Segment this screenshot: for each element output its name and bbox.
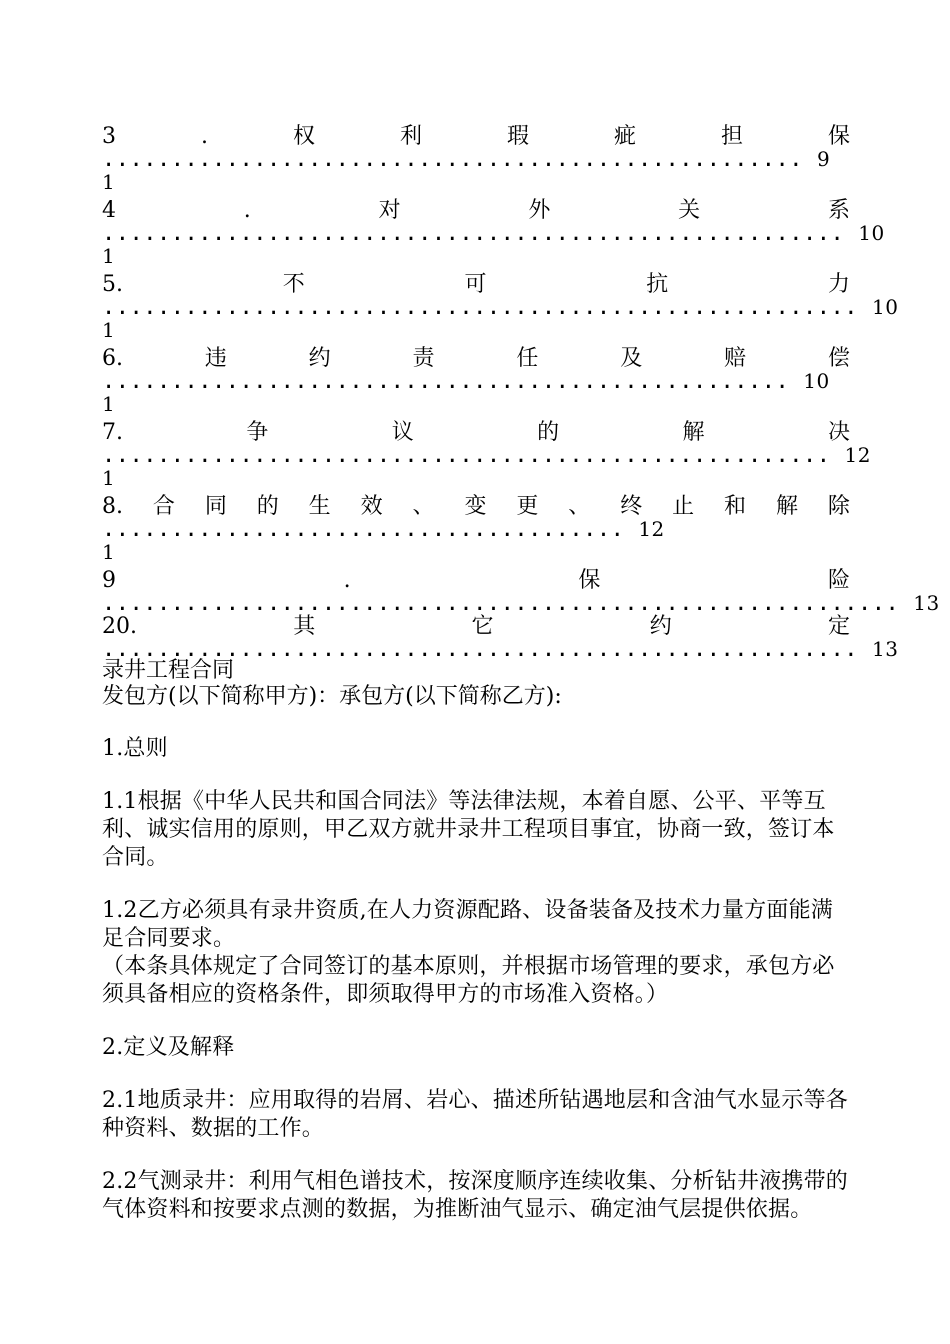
toc-entry-leader <box>102 295 899 320</box>
toc-page-number: 10 <box>871 295 899 319</box>
clause-1-1: 1.1根据《中华人民共和国合同法》等法律法规，本着自愿、公平、平等互利、诚实信用的原则，甲乙双方就井录井工程项目事宜，协商一致，签订本合同。 <box>102 789 835 870</box>
toc-title-char: 同 <box>204 494 227 519</box>
toc-title-char: 9 <box>102 568 116 593</box>
document-title: 录井工程合同 <box>102 658 235 683</box>
toc-title-char: 生 <box>308 494 331 519</box>
toc-title-char: 解 <box>775 494 798 519</box>
toc-dot-leader: ....................................................... <box>102 295 858 320</box>
toc-title-char: 4 <box>102 198 116 223</box>
toc-title-char: . <box>343 568 351 593</box>
toc-number-prefix: 1 <box>102 466 115 490</box>
toc-title-char: 保 <box>827 124 850 149</box>
toc-title-char: 、 <box>568 494 591 519</box>
toc-title-char: 争 <box>246 420 269 445</box>
toc-entry-leader <box>102 147 850 172</box>
toc-title-char: 偿 <box>827 346 850 371</box>
toc-title-char: 对 <box>378 198 401 223</box>
toc-dot-leader: ...................................... <box>102 517 625 542</box>
toc-title-char: 担 <box>720 124 743 149</box>
toc-title-char: 赔 <box>724 346 747 371</box>
toc-title-char: 6. <box>102 346 123 371</box>
toc-entry-leader <box>102 517 850 542</box>
toc-entry-leader <box>102 369 850 394</box>
toc-title-char: 它 <box>471 614 494 639</box>
toc-title-char: 可 <box>464 272 487 297</box>
toc-page-number: 10 <box>858 221 885 245</box>
toc-title-char: 权 <box>292 124 315 149</box>
toc-dot-leader: ...................................................... <box>102 221 845 246</box>
toc-title-char: 利 <box>399 124 422 149</box>
toc-title-char: 8. <box>102 494 123 519</box>
toc-title-char: 外 <box>528 198 551 223</box>
toc-title-char: 抗 <box>646 272 669 297</box>
toc-title-char: 更 <box>516 494 539 519</box>
toc-dot-leader: ..................................................... <box>102 443 831 468</box>
toc-title-char: 、 <box>412 494 435 519</box>
toc-page-number: 10 <box>803 369 830 393</box>
toc-title-char: 3 <box>102 124 116 149</box>
table-of-contents <box>102 122 940 662</box>
toc-dot-leader: .......................................................... <box>102 591 900 616</box>
clause-1-2-note: （本条具体规定了合同签订的基本原则，并根据市场管理的要求，承包方必须具备相应的资格条件，即须取得甲方的市场准入资格。） <box>102 954 835 1007</box>
toc-title-char: 5. <box>102 272 123 297</box>
toc-dot-leader: ................................................... <box>102 147 804 172</box>
toc-number-prefix: 1 <box>102 170 115 194</box>
toc-title-char: 效 <box>360 494 383 519</box>
toc-number-prefix: 1 <box>102 392 115 416</box>
toc-title-char: 其 <box>293 614 316 639</box>
toc-title-char: 不 <box>282 272 305 297</box>
toc-entry-leader <box>102 443 871 468</box>
toc-title-char: 及 <box>620 346 643 371</box>
clause-2-1: 2.1地质录井：应用取得的岩屑、岩心、描述所钻遇地层和含油气水显示等各种资料、数据的工作。 <box>102 1088 848 1141</box>
toc-title-char: 解 <box>682 420 705 445</box>
toc-page-number: 13 <box>913 591 940 615</box>
toc-title-char: 和 <box>724 494 747 519</box>
toc-title-char: 决 <box>827 420 850 445</box>
toc-page-number: 9 <box>817 147 831 171</box>
section-heading-definitions: 2.定义及解释 <box>102 1035 235 1060</box>
toc-title-char: 止 <box>672 494 695 519</box>
toc-dot-leader: .................................................. <box>102 369 790 394</box>
toc-title-char: . <box>200 124 208 149</box>
toc-page-number: 12 <box>844 443 871 467</box>
toc-title-char: 保 <box>578 568 601 593</box>
toc-title-char: 疵 <box>613 124 636 149</box>
toc-title-char: 终 <box>620 494 643 519</box>
toc-number-prefix: 1 <box>102 244 115 268</box>
toc-title-char: 责 <box>412 346 435 371</box>
toc-page-number: 12 <box>638 517 665 541</box>
toc-title-char: 的 <box>537 420 560 445</box>
toc-title-char: 任 <box>516 346 539 371</box>
toc-dot-leader: ....................................................... <box>102 637 858 662</box>
toc-title-char: 的 <box>256 494 279 519</box>
toc-title-char: 约 <box>649 614 672 639</box>
toc-title-char: 违 <box>204 346 227 371</box>
clause-1-2: 1.2乙方必须具有录井资质,在人力资源配路、设备装备及技术力量方面能满足合同要求。 <box>102 898 833 951</box>
toc-title-char: 议 <box>391 420 414 445</box>
toc-title-char: 定 <box>827 614 850 639</box>
toc-title-char: 除 <box>827 494 850 519</box>
toc-number-prefix: 1 <box>102 540 115 564</box>
toc-title-char: 变 <box>464 494 487 519</box>
toc-entry-leader <box>102 591 940 616</box>
clause-2-2: 2.2气测录井：利用气相色谱技术，按深度顺序连续收集、分析钻井液携带的气体资料和按要求点测的数据，为推断油气显示、确定油气层提供依据。 <box>102 1169 848 1222</box>
toc-title-char: 20. <box>102 614 137 639</box>
toc-number-prefix: 1 <box>102 318 115 342</box>
toc-title-char: 合 <box>152 494 175 519</box>
toc-title-char: 险 <box>827 568 850 593</box>
toc-title-char: 7. <box>102 420 123 445</box>
toc-page-number: 13 <box>871 637 899 661</box>
toc-entry-leader <box>102 637 899 662</box>
toc-title-char: 瑕 <box>506 124 529 149</box>
toc-title-char: 关 <box>678 198 701 223</box>
document-page <box>102 122 940 1224</box>
section-heading-general: 1.总则 <box>102 736 168 761</box>
parties-line: 发包方(以下简称甲方)：承包方(以下简称乙方): <box>102 684 562 709</box>
toc-title-char: . <box>243 198 251 223</box>
toc-entry-leader <box>102 221 885 246</box>
toc-title-char: 约 <box>308 346 331 371</box>
toc-title-char: 力 <box>827 272 850 297</box>
toc-title-char: 系 <box>827 198 850 223</box>
